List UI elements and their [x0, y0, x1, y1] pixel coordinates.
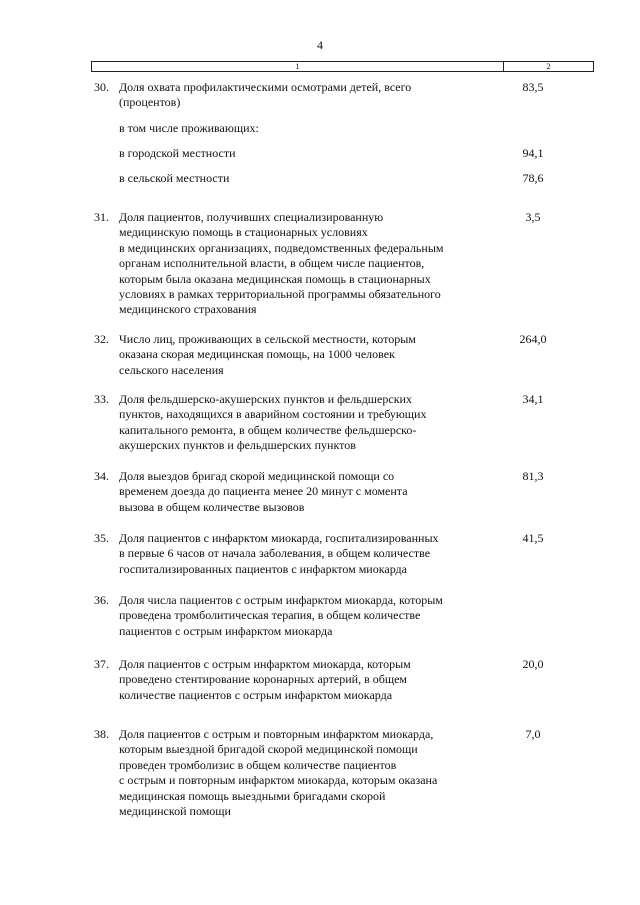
indicator-text-line: оказана скорая медицинская помощь, на 1000 человек	[119, 347, 395, 362]
indicator-text-line: (процентов)	[119, 95, 181, 110]
indicator-text-line: Доля пациентов с острым инфарктом миокарда, которым	[119, 657, 411, 671]
indicator-text-line: количестве пациентов с острым инфарктом миокарда	[119, 687, 393, 702]
row-number: 33.	[94, 392, 109, 406]
indicator-text	[119, 531, 489, 577]
indicator-value: 3,5	[525, 210, 541, 224]
indicator-text-line: которым была оказана медицинская помощь в стационарных	[119, 271, 431, 286]
indicator-text-line: Число лиц, проживающих в сельской местности, которым	[119, 332, 416, 346]
indicator-text	[119, 121, 489, 136]
indicator-text-line: в городской местности	[119, 146, 236, 160]
indicator-text-line: медицинской помощи	[119, 804, 231, 819]
indicator-text	[119, 171, 489, 186]
indicator-value: 78,6	[522, 171, 544, 185]
indicator-text	[119, 593, 489, 639]
indicator-text-line: Доля охвата профилактическими осмотрами детей, всего	[119, 80, 412, 94]
indicator-text-line: в сельской местности	[119, 171, 230, 185]
indicator-text-line: Доля пациентов с инфарктом миокарда, госпитализированных	[119, 531, 439, 545]
indicator-text-line: пациентов с острым инфарктом миокарда	[119, 623, 333, 638]
row-number: 35.	[94, 531, 109, 545]
indicator-text	[119, 80, 489, 111]
indicator-text-line: медицинская помощь выездными бригадами скорой	[119, 788, 386, 803]
indicator-text-line: акушерских пунктов и фельдшерских пунктов	[119, 438, 356, 453]
indicator-value: 83,5	[522, 80, 544, 94]
page-number: 4	[317, 38, 323, 52]
indicator-text-line: в медицинских организациях, подведомственных федеральным	[119, 240, 444, 255]
indicator-text-line: Доля пациентов, получивших специализированную	[119, 210, 384, 224]
indicator-text-line: госпитализированных пациентов с инфарктом миокарда	[119, 561, 407, 576]
indicator-value: 20,0	[522, 657, 544, 671]
indicator-text-line: в первые 6 часов от начала заболевания, в общем количестве	[119, 546, 431, 561]
indicator-text	[119, 657, 489, 703]
indicator-text-line: медицинскую помощь в стационарных условиях	[119, 225, 368, 240]
column-header-1: 1	[92, 62, 504, 71]
indicator-text-line: проведена тромболитическая терапия, в общем количестве	[119, 608, 421, 623]
row-number: 34.	[94, 469, 109, 483]
indicator-text-line: органам исполнительной власти, в общем числе пациентов,	[119, 256, 425, 271]
indicator-text-line: вызова в общем количестве вызовов	[119, 499, 305, 514]
indicator-text	[119, 469, 489, 515]
indicator-text-line: с острым и повторным инфарктом миокарда, которым оказана	[119, 773, 438, 788]
table-column-header	[91, 61, 594, 72]
row-number: 31.	[94, 210, 109, 224]
indicator-value: 7,0	[525, 727, 541, 741]
indicator-text	[119, 727, 489, 819]
indicator-text	[119, 332, 489, 378]
indicator-text-line: условиях в рамках территориальной программы обязательного	[119, 287, 441, 302]
indicator-value: 264,0	[519, 332, 547, 346]
indicator-text	[119, 146, 489, 161]
row-number: 30.	[94, 80, 109, 94]
row-number: 32.	[94, 332, 109, 346]
indicator-text-line: Доля числа пациентов с острым инфарктом миокарда, которым	[119, 593, 443, 607]
indicator-text-line: капитального ремонта, в общем количестве фельдшерско-	[119, 422, 417, 437]
indicator-text	[119, 392, 489, 454]
indicator-text-line: медицинского страхования	[119, 302, 257, 317]
indicator-text-line: Доля пациентов с острым и повторным инфарктом миокарда,	[119, 727, 434, 741]
row-number: 38.	[94, 727, 109, 741]
indicator-text-line: проведено стентирование коронарных артерий, в общем	[119, 672, 407, 687]
row-number: 36.	[94, 593, 109, 607]
indicator-text-line: проведен тромболизис в общем количестве пациентов	[119, 757, 397, 772]
indicator-text-line: в том числе проживающих:	[119, 121, 259, 135]
row-number: 37.	[94, 657, 109, 671]
indicator-value: 41,5	[522, 531, 544, 545]
indicator-text-line: которым выездной бригадой скорой медицинской помощи	[119, 742, 418, 757]
indicator-text-line: пунктов, находящихся в аварийном состоянии и требующих	[119, 407, 427, 422]
indicator-text-line: Доля фельдшерско-акушерских пунктов и фельдшерских	[119, 392, 412, 406]
indicator-value: 81,3	[522, 469, 544, 483]
indicator-value: 34,1	[522, 392, 544, 406]
indicator-text-line: временем доезда до пациента менее 20 минут с момента	[119, 484, 408, 499]
indicator-text-line: сельского населения	[119, 362, 224, 377]
indicator-value: 94,1	[522, 146, 544, 160]
indicator-text	[119, 210, 489, 318]
indicator-text-line: Доля выездов бригад скорой медицинской помощи со	[119, 469, 395, 483]
column-header-2: 2	[546, 62, 551, 71]
